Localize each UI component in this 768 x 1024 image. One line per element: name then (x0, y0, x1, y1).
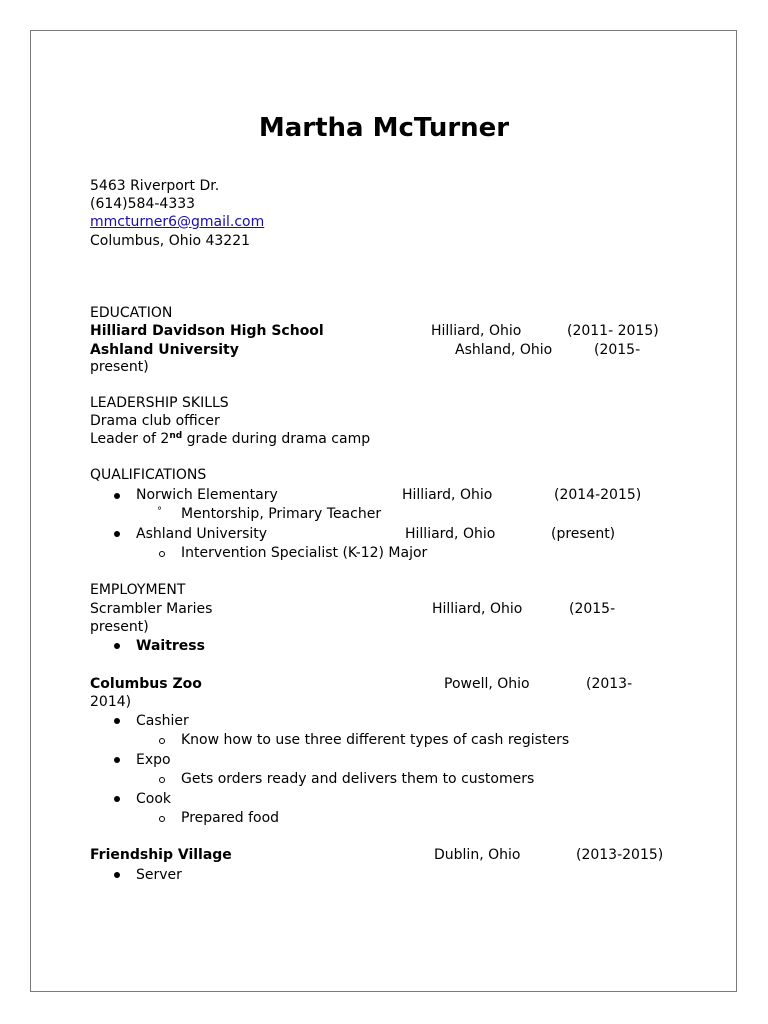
circle-bullet-icon (159, 816, 165, 822)
bullet-icon (114, 493, 120, 499)
school-location: Hilliard, Ohio (431, 323, 522, 339)
school-dates: (2015- (594, 342, 641, 358)
bullet-icon (114, 718, 120, 724)
employment-heading: EMPLOYMENT (90, 582, 186, 598)
qualifications-heading: QUALIFICATIONS (90, 467, 207, 483)
circle-bullet-icon (159, 551, 165, 557)
education-heading: EDUCATION (90, 305, 173, 321)
city: Columbus, Ohio 43221 (90, 233, 251, 249)
employer-location: Hilliard, Ohio (432, 601, 523, 617)
employment-dates-continued: 2014) (90, 694, 132, 710)
bullet-icon (114, 872, 120, 878)
address: 5463 Riverport Dr. (90, 178, 220, 194)
job-role: Expo (136, 752, 171, 768)
applicant-name: Martha McTurner (258, 113, 510, 143)
school-dates-continued: present) (90, 359, 149, 375)
employment-dates: (2013-2015) (576, 847, 664, 863)
circle-bullet-icon (159, 777, 165, 783)
leadership-item: Leader of 2nd grade during drama camp (90, 431, 371, 447)
employment-dates: (2013- (586, 676, 633, 692)
qualification-name: Ashland University (136, 526, 268, 542)
job-role: Waitress (136, 638, 205, 654)
school-location: Ashland, Ohio (455, 342, 553, 358)
job-role-detail: Know how to use three different types of cash registers (181, 732, 570, 748)
qualification-name: Norwich Elementary (136, 487, 278, 503)
employer-name: Columbus Zoo (90, 676, 202, 692)
employer-name: Scrambler Maries (90, 601, 213, 617)
employment-dates-continued: present) (90, 619, 149, 635)
school-name: Ashland University (90, 342, 239, 358)
qualification-detail: Mentorship, Primary Teacher (181, 506, 382, 522)
employer-name: Friendship Village (90, 847, 232, 863)
employer-location: Powell, Ohio (444, 676, 530, 692)
bullet-icon (114, 796, 120, 802)
bullet-icon (114, 757, 120, 763)
job-role: Server (136, 867, 182, 883)
employer-location: Dublin, Ohio (434, 847, 521, 863)
job-role-detail: Prepared food (181, 810, 280, 826)
degree-bullet-icon: ° (157, 506, 162, 517)
qualification-location: Hilliard, Ohio (402, 487, 493, 503)
employment-dates: (2015- (569, 601, 616, 617)
phone: (614)584-4333 (90, 196, 196, 212)
bullet-icon (114, 531, 120, 537)
qualification-location: Hilliard, Ohio (405, 526, 496, 542)
qualification-dates: (2014-2015) (554, 487, 642, 503)
job-role: Cashier (136, 713, 189, 729)
job-role: Cook (136, 791, 172, 807)
school-dates: (2011- 2015) (567, 323, 659, 339)
email-link[interactable]: mmcturner6@gmail.com (90, 214, 265, 230)
bullet-icon (114, 643, 120, 649)
job-role-detail: Gets orders ready and delivers them to customers (181, 771, 535, 787)
leadership-item: Drama club officer (90, 413, 220, 429)
school-name: Hilliard Davidson High School (90, 323, 324, 339)
qualification-dates: (present) (551, 526, 616, 542)
circle-bullet-icon (159, 738, 165, 744)
leadership-heading: LEADERSHIP SKILLS (90, 395, 229, 411)
qualification-detail: Intervention Specialist (K-12) Major (181, 545, 428, 561)
